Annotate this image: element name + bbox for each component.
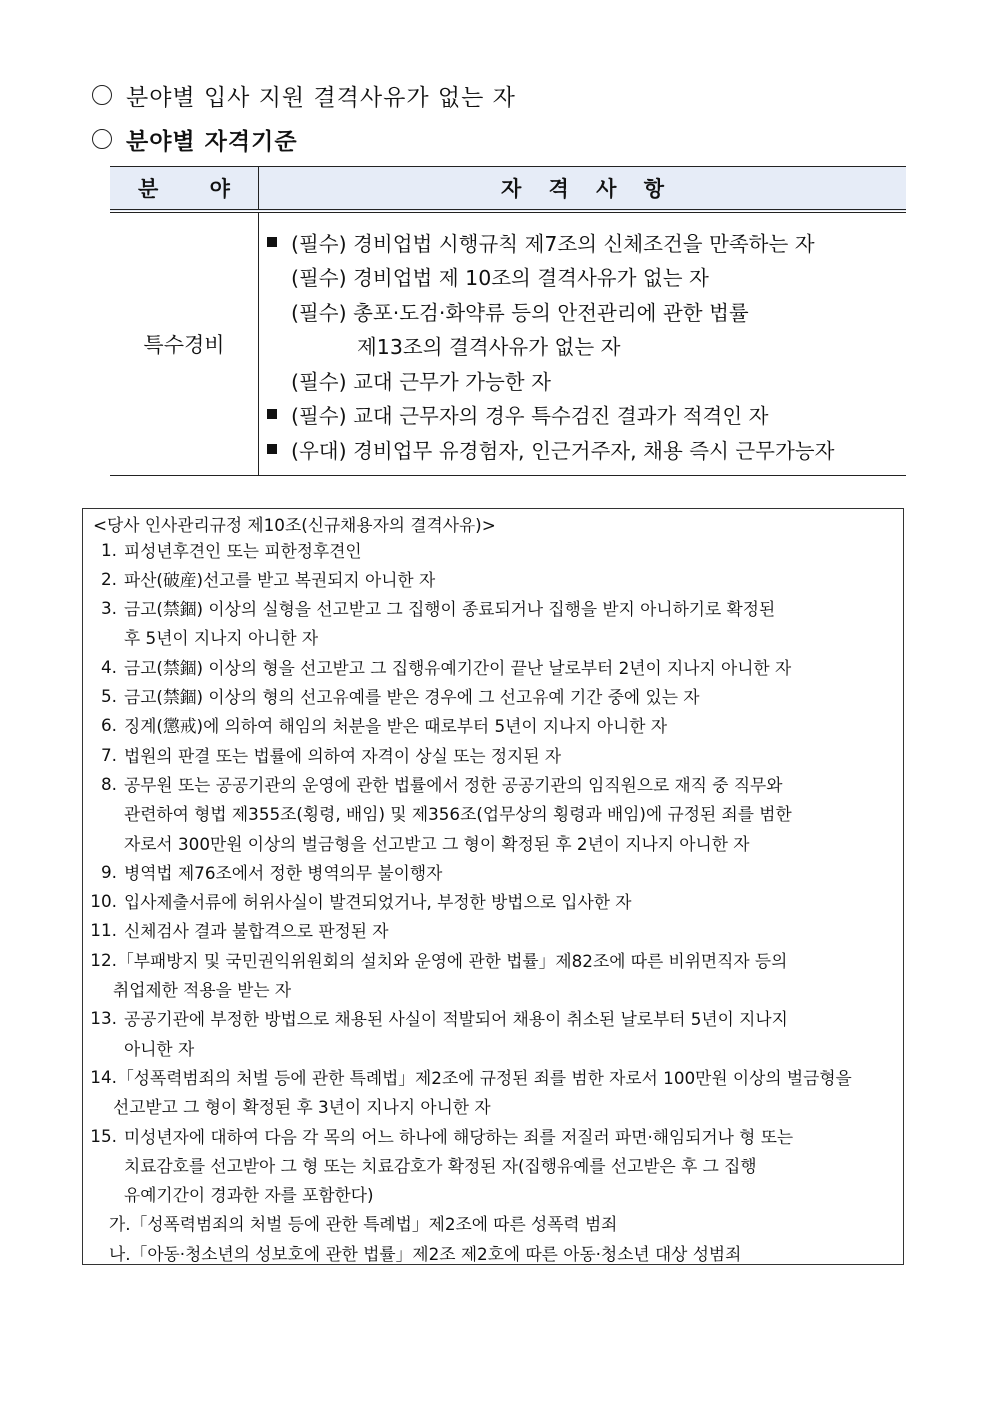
- list-item-text: 「성폭력범죄의 처벌 등에 관한 특례법」제2조에 규정된 죄를 범한 자로서 100만원 이상의 벌금형을: [117, 1067, 852, 1088]
- requirement-line: 제13조의 결격사유가 없는 자: [357, 335, 621, 359]
- list-item-text: 법원의 판결 또는 법률에 의하여 자격이 상실 또는 정지된 자: [124, 745, 562, 766]
- list-item: [124, 1033, 194, 1062]
- list-item: [124, 623, 318, 652]
- list-item-text: 미성년자에 대하여 다음 각 목의 어느 하나에 해당하는 죄를 저질러 파면·해임되거나 형 또는: [124, 1126, 794, 1147]
- list-item-number: 3.: [100, 598, 117, 619]
- list-item: [113, 975, 291, 1004]
- list-item-text: 아니한 자: [124, 1038, 195, 1059]
- square-bullet-icon: [267, 409, 277, 419]
- column-header-field: 분 야: [110, 167, 259, 212]
- list-item-number: 10.: [90, 891, 117, 912]
- category-cell: 특수경비: [110, 211, 259, 476]
- list-item: [83, 740, 561, 769]
- list-item-number: 1.: [100, 539, 117, 560]
- list-item-text: 공공기관에 부정한 방법으로 채용된 사실이 적발되어 채용이 취소된 날로부터 5년이 지나지: [124, 1009, 788, 1030]
- table-row: [110, 211, 906, 476]
- requirement-line: (필수) 교대 근무가 가능한 자: [291, 369, 551, 394]
- list-item: [83, 1062, 852, 1091]
- requirement-line: (필수) 경비업법 시행규칙 제7조의 신체조건을 만족하는 자: [267, 224, 906, 259]
- list-item-number: 4.: [100, 656, 117, 677]
- list-item-text: 금고(禁錮) 이상의 실형을 선고받고 그 집행이 종료되거나 집행을 받지 아니하기로 확정된: [124, 599, 776, 620]
- list-item-number: 11.: [90, 920, 117, 941]
- list-item-text: 「부패방지 및 국민권익위원회의 설치와 운영에 관한 법률」제82조에 따른 비위면직자 등의: [117, 950, 788, 971]
- list-item-text: 관련하여 형법 제355조(횡령, 배임) 및 제356조(업무상의 횡령과 배임)에 규정된 죄를 범한: [124, 804, 792, 825]
- list-item-text: 「아동·청소년의 성보호에 관한 법률」제2조 제2호에 따른 아동·청소년 대상 성범죄: [130, 1243, 742, 1264]
- list-item: [124, 799, 792, 828]
- qualification-table: [110, 166, 906, 476]
- circle-bullet-icon: [92, 129, 112, 149]
- list-item: [83, 652, 791, 681]
- list-item: [83, 711, 667, 740]
- list-item: [124, 1150, 757, 1179]
- requirement-line: (필수) 총포·도검·화약류 등의 안전관리에 관한 법률: [291, 300, 749, 325]
- list-item-number: 15.: [90, 1125, 117, 1146]
- requirement-line: (우대) 경비업무 유경험자, 인근거주자, 채용 즉시 근무가능자: [267, 431, 906, 466]
- requirement-line: (필수) 교대 근무자의 경우 특수검진 결과가 적격인 자: [267, 397, 906, 432]
- list-item: [83, 887, 631, 916]
- requirement-line: (필수) 경비업법 제 10조의 결격사유가 없는 자: [291, 266, 709, 290]
- list-item-text: 징계(懲戒)에 의하여 해임의 처분을 받은 때로부터 5년이 지나지 아니한 자: [124, 716, 668, 737]
- list-item-number: 13.: [90, 1008, 117, 1029]
- list-item-text: 「성폭력범죄의 처벌 등에 관한 특례법」제2조에 따른 성폭력 범죄: [130, 1214, 618, 1235]
- list-item-text: 자로서 300만원 이상의 벌금형을 선고받고 그 형이 확정된 후 2년이 지나지 아니한 자: [124, 833, 750, 854]
- column-header-qualifications: 자 격 사 항: [259, 167, 907, 212]
- list-item: [83, 594, 775, 623]
- square-bullet-icon: [267, 237, 277, 247]
- list-item: [83, 857, 442, 886]
- circle-bullet-icon: [92, 85, 112, 105]
- list-item-number: 14.: [90, 1066, 117, 1087]
- list-item: [113, 1092, 491, 1121]
- list-item-number: 6.: [100, 715, 117, 736]
- list-item-text: 유예기간이 경과한 자를 포함한다): [124, 1185, 374, 1206]
- table-header-row: [110, 167, 906, 212]
- list-item-text: 취업제한 적용을 받는 자: [113, 980, 292, 1000]
- list-item-number: 나.: [109, 1243, 131, 1264]
- heading-eligibility: [92, 77, 516, 113]
- requirements-cell: [259, 211, 907, 476]
- heading-eligibility-text: 분야별 입사 지원 결격사유가 없는 자: [126, 84, 516, 111]
- box-title: <당사 인사관리규정 제10조(신규채용자의 결격사유)>: [93, 514, 496, 535]
- list-item-number: 8.: [100, 773, 117, 794]
- list-item-text: 입사제출서류에 허위사실이 발견되었거나, 부정한 방법으로 입사한 자: [124, 892, 632, 913]
- list-item: [83, 682, 699, 711]
- list-item-text: 피성년후견인 또는 피한정후견인: [124, 540, 362, 561]
- list-item: [83, 1004, 788, 1033]
- list-item-number: 가.: [109, 1214, 131, 1235]
- list-item-number: 7.: [100, 744, 117, 765]
- list-item-text: 공무원 또는 공공기관의 운영에 관한 법률에서 정한 공공기관의 임직원으로 재직 중 직무와: [124, 774, 783, 795]
- square-bullet-icon: [267, 444, 277, 454]
- list-item-text: 후 5년이 지나지 아니한 자: [124, 628, 319, 649]
- list-item: [83, 535, 362, 564]
- list-item-text: 금고(禁錮) 이상의 형을 선고받고 그 집행유예기간이 끝난 날로부터 2년이 지나지 아니한 자: [124, 657, 792, 678]
- list-item: [124, 1180, 374, 1209]
- list-item-number: 12.: [90, 949, 117, 970]
- list-item: [83, 916, 389, 945]
- list-item: [109, 1238, 741, 1267]
- list-item-text: 선고받고 그 형이 확정된 후 3년이 지나지 아니한 자: [113, 1097, 491, 1118]
- list-item-number: 5.: [100, 686, 117, 706]
- list-item: [83, 945, 787, 974]
- list-item-text: 치료감호를 선고받아 그 형 또는 치료감호가 확정된 자(집행유예를 선고받은 후 그 집행: [124, 1155, 757, 1176]
- list-item-text: 신체검사 결과 불합격으로 판정된 자: [124, 921, 389, 942]
- heading-qualifications-text: 분야별 자격기준: [126, 128, 298, 155]
- list-item-number: 9.: [100, 861, 117, 882]
- list-item-number: 2.: [100, 568, 117, 589]
- list-item: [83, 769, 782, 798]
- heading-qualifications: [92, 121, 298, 157]
- list-item: [109, 1209, 617, 1238]
- list-item-text: 파산(破産)선고를 받고 복권되지 아니한 자: [124, 569, 436, 590]
- list-item: [83, 1121, 793, 1150]
- list-item: [124, 828, 749, 857]
- list-item-text: 병역법 제76조에서 정한 병역의무 불이행자: [124, 862, 443, 883]
- list-item: [83, 564, 435, 593]
- disqualification-box: [82, 508, 904, 1265]
- list-item-text: 금고(禁錮) 이상의 형의 선고유예를 받은 경우에 그 선고유예 기간 중에 있는 자: [124, 687, 700, 707]
